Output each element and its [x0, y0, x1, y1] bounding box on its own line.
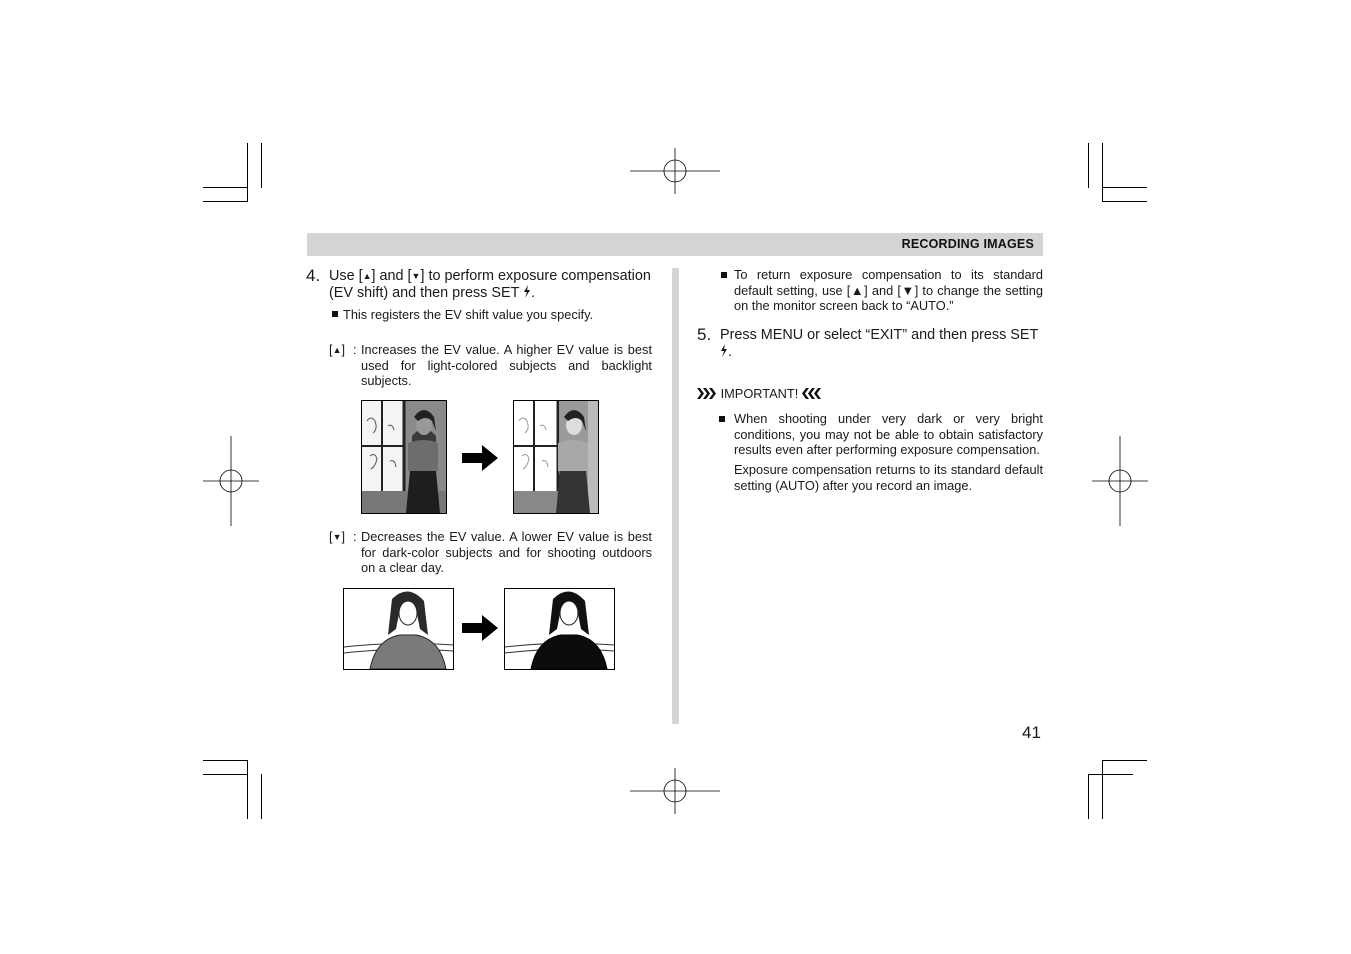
illustration-before-bright: [361, 400, 447, 514]
right-arrow-icon: [462, 445, 498, 471]
up-key-label: [▲]: [329, 342, 346, 357]
step-4-number: 4.: [306, 266, 321, 285]
lightning-icon: [523, 285, 531, 298]
lightning-icon: [720, 344, 728, 357]
registration-mark-right: [1092, 436, 1148, 526]
important-label: IMPORTANT!: [720, 386, 799, 401]
bullet-square: [719, 416, 725, 422]
down-key-label: [▼]: [329, 529, 346, 544]
up-colon: :: [353, 342, 357, 357]
right-arrow-icon: [462, 615, 498, 641]
return-auto-note: To return exposure compensation to its standard default setting, use [▲] and [▼] to change the setting on the monitor screen back to “AUTO.”: [734, 267, 1043, 313]
registration-mark-left: [203, 436, 259, 526]
important-heading: [697, 386, 822, 401]
registration-mark-bottom: [630, 768, 720, 814]
important-note: Exposure compensation returns to its standard default setting (AUTO) after you record an image.: [734, 462, 1043, 493]
illustration-after-dark: [504, 588, 615, 670]
triple-chevron-right-icon: [697, 388, 717, 399]
illustration-before-dark: [343, 588, 454, 670]
up-description: Increases the EV value. A higher EV value is best used for light-colored subjects and backlight subjects.: [361, 342, 652, 388]
illustration-after-bright: [513, 400, 599, 514]
down-triangle-icon: ▼: [332, 532, 342, 542]
step-4-note: This registers the EV shift value you specify.: [343, 307, 594, 322]
bullet-square: [721, 272, 727, 278]
step-5-number: 5.: [697, 325, 712, 344]
down-triangle-icon: ▼: [411, 271, 421, 281]
down-colon: :: [353, 529, 357, 544]
down-description: Decreases the EV value. A lower EV value is best for dark-color subjects and for shooting outdoors on a clear day.: [361, 529, 652, 575]
section-title: RECORDING IMAGES: [901, 237, 1034, 251]
triple-chevron-left-icon: [802, 388, 822, 399]
bullet-square: [332, 311, 338, 317]
step-5-text: Press MENU or select “EXIT” and then press SET .: [720, 327, 1039, 360]
column-divider: [672, 268, 679, 724]
registration-mark-top: [630, 148, 720, 194]
page-number: 41: [1022, 723, 1041, 742]
important-bullet: When shooting under very dark or very bright conditions, you may not be able to obtain satisfactory results even after performing exposure compensation.: [734, 411, 1043, 457]
section-header-bar: [307, 233, 1043, 256]
up-triangle-icon: ▲: [332, 345, 342, 355]
up-triangle-icon: ▲: [362, 271, 372, 281]
step-4-text: Use [▲] and [▼] to perform exposure compensation (EV shift) and then press SET .: [329, 268, 651, 301]
